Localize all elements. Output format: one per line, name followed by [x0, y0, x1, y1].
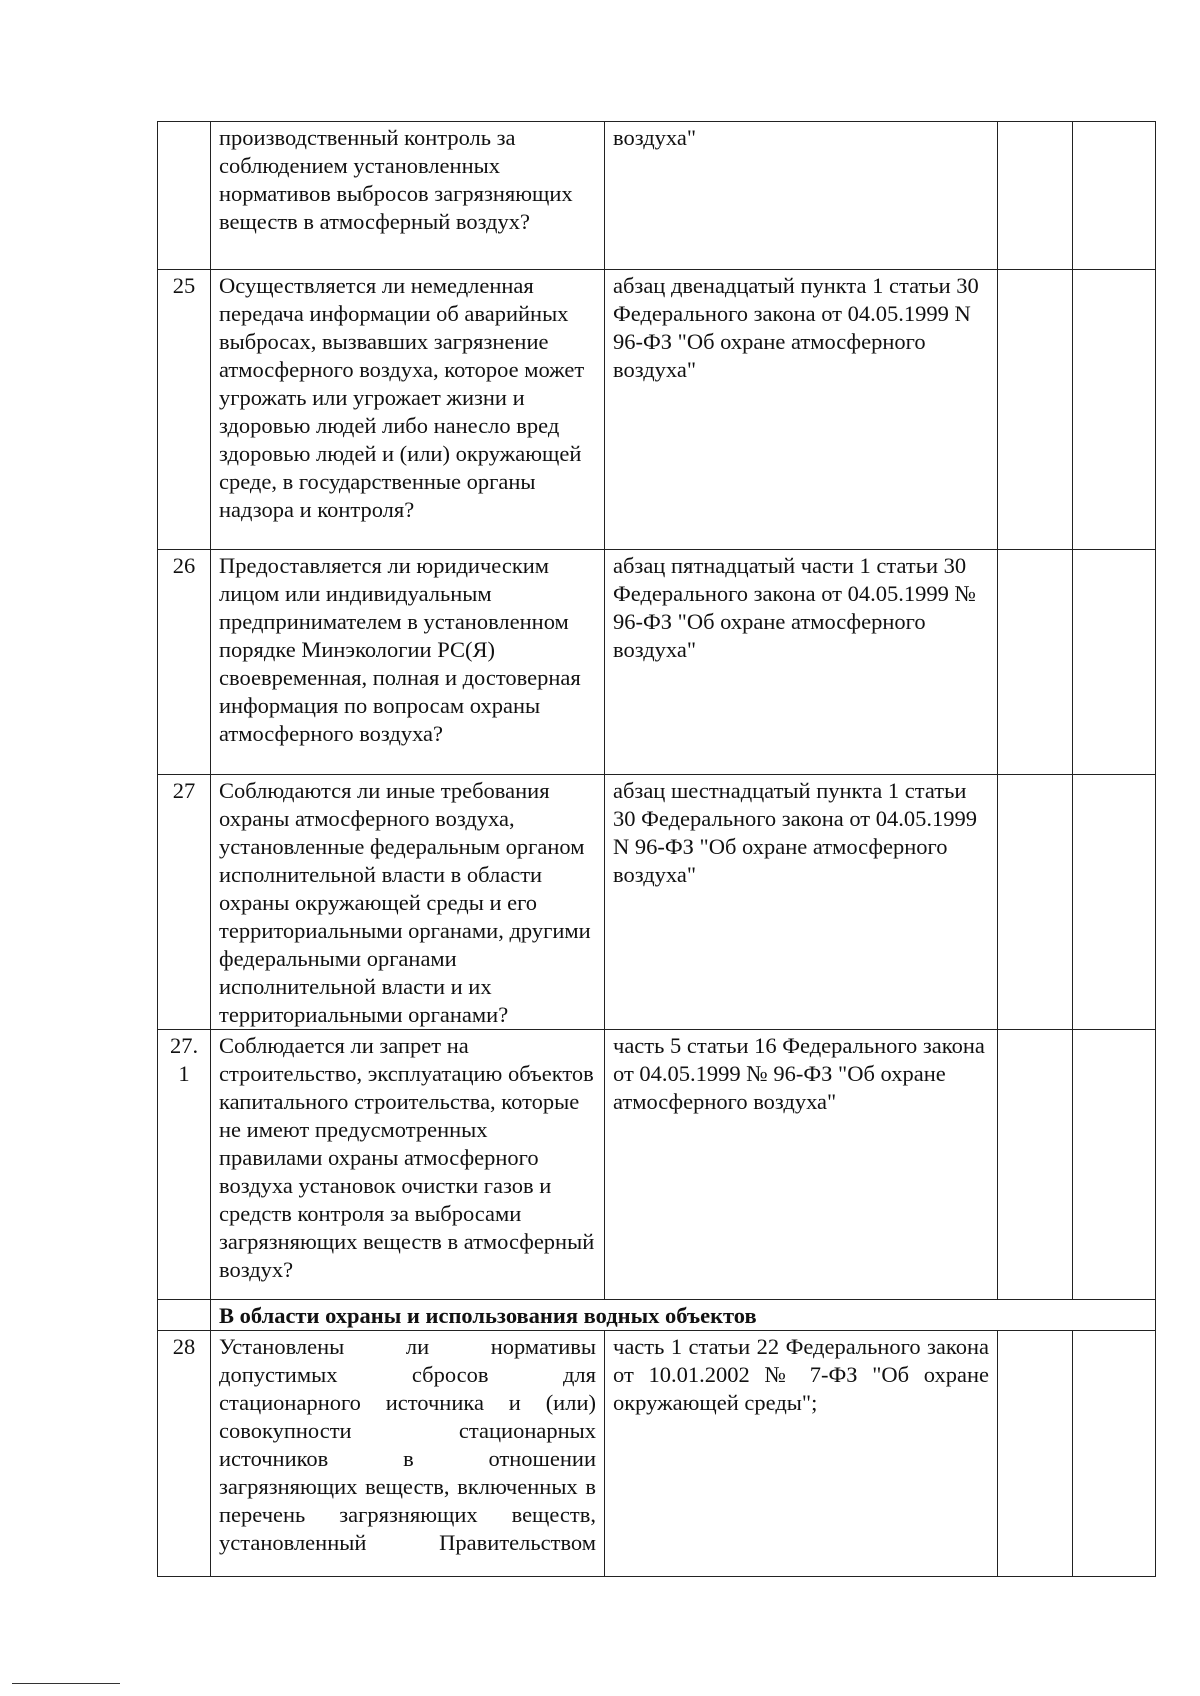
answer-cell-no	[1073, 122, 1156, 270]
answer-cell-no	[1073, 1030, 1156, 1300]
row-number	[158, 122, 211, 270]
row-number	[158, 1300, 211, 1331]
row-number: 26	[158, 550, 211, 775]
question-text: Соблюдается ли запрет на строительство, эксплуатацию объектов капитального строительства, которые не имеют предусмотренных правилами охраны атмосферного воздуха установок очистки газов и средств контроля за выбросами загрязняющих веществ в атмосферный воздух?	[211, 1030, 605, 1300]
table-row	[158, 1030, 1156, 1300]
question-text: Предоставляется ли юридическим лицом или индивидуальным предпринимателем в установленном порядке Минэкологии РС(Я) своевременная, полная и достоверная информация по вопросам охраны атмосферного воздуха?	[211, 550, 605, 775]
checklist-table	[157, 121, 1156, 1577]
answer-cell-no	[1073, 1331, 1156, 1577]
legal-reference: часть 1 статьи 22 Федерального закона от 10.01.2002 № 7-ФЗ "Об охране окружающей среды";	[605, 1331, 998, 1577]
row-number: 28	[158, 1331, 211, 1577]
legal-reference: абзац шестнадцатый пункта 1 статьи 30 Федерального закона от 04.05.1999 N 96-ФЗ "Об охране атмосферного воздуха"	[605, 775, 998, 1030]
legal-reference: часть 5 статьи 16 Федерального закона от 04.05.1999 № 96-ФЗ "Об охране атмосферного воздуха"	[605, 1030, 998, 1300]
legal-reference: воздуха"	[605, 122, 998, 270]
legal-reference: абзац двенадцатый пункта 1 статьи 30 Федерального закона от 04.05.1999 N 96-ФЗ "Об охране атмосферного воздуха"	[605, 270, 998, 550]
question-text: Установлены ли нормативы допустимых сбросов для стационарного источника и (или) совокупности стационарных источников в отношении загрязняющих веществ, включенных в перечень загрязняющих веществ, установленный Правительством	[211, 1331, 605, 1577]
answer-cell-yes	[998, 270, 1073, 550]
table-row	[158, 775, 1156, 1030]
answer-cell-no	[1073, 550, 1156, 775]
answer-cell-yes	[998, 550, 1073, 775]
row-number: 27	[158, 775, 211, 1030]
row-number: 27.1	[158, 1030, 211, 1300]
table-row	[158, 270, 1156, 550]
question-text: Соблюдаются ли иные требования охраны атмосферного воздуха, установленные федеральным органом исполнительной власти в области охраны окружающей среды и его территориальными органами, другими федеральными органами исполнительной власти и их территориальными органами?	[211, 775, 605, 1030]
answer-cell-no	[1073, 270, 1156, 550]
answer-cell-yes	[998, 1030, 1073, 1300]
section-title: В области охраны и использования водных объектов	[211, 1300, 1156, 1331]
table-row	[158, 122, 1156, 270]
question-text: Осуществляется ли немедленная передача информации об аварийных выбросах, вызвавших загрязнение атмосферного воздуха, которое может угрожать или угрожает жизни и здоровью людей либо нанесло вред здоровью людей и (или) окружающей среде, в государственные органы надзора и контроля?	[211, 270, 605, 550]
answer-cell-yes	[998, 775, 1073, 1030]
row-number: 25	[158, 270, 211, 550]
section-row	[158, 1300, 1156, 1331]
table-row	[158, 550, 1156, 775]
answer-cell-yes	[998, 1331, 1073, 1577]
question-text: производственный контроль за соблюдением установленных нормативов выбросов загрязняющих веществ в атмосферный воздух?	[211, 122, 605, 270]
legal-reference: абзац пятнадцатый части 1 статьи 30 Федерального закона от 04.05.1999 № 96-ФЗ "Об охране атмосферного воздуха"	[605, 550, 998, 775]
table-row	[158, 1331, 1156, 1577]
footnote-separator	[12, 1683, 120, 1684]
answer-cell-yes	[998, 122, 1073, 270]
answer-cell-no	[1073, 775, 1156, 1030]
